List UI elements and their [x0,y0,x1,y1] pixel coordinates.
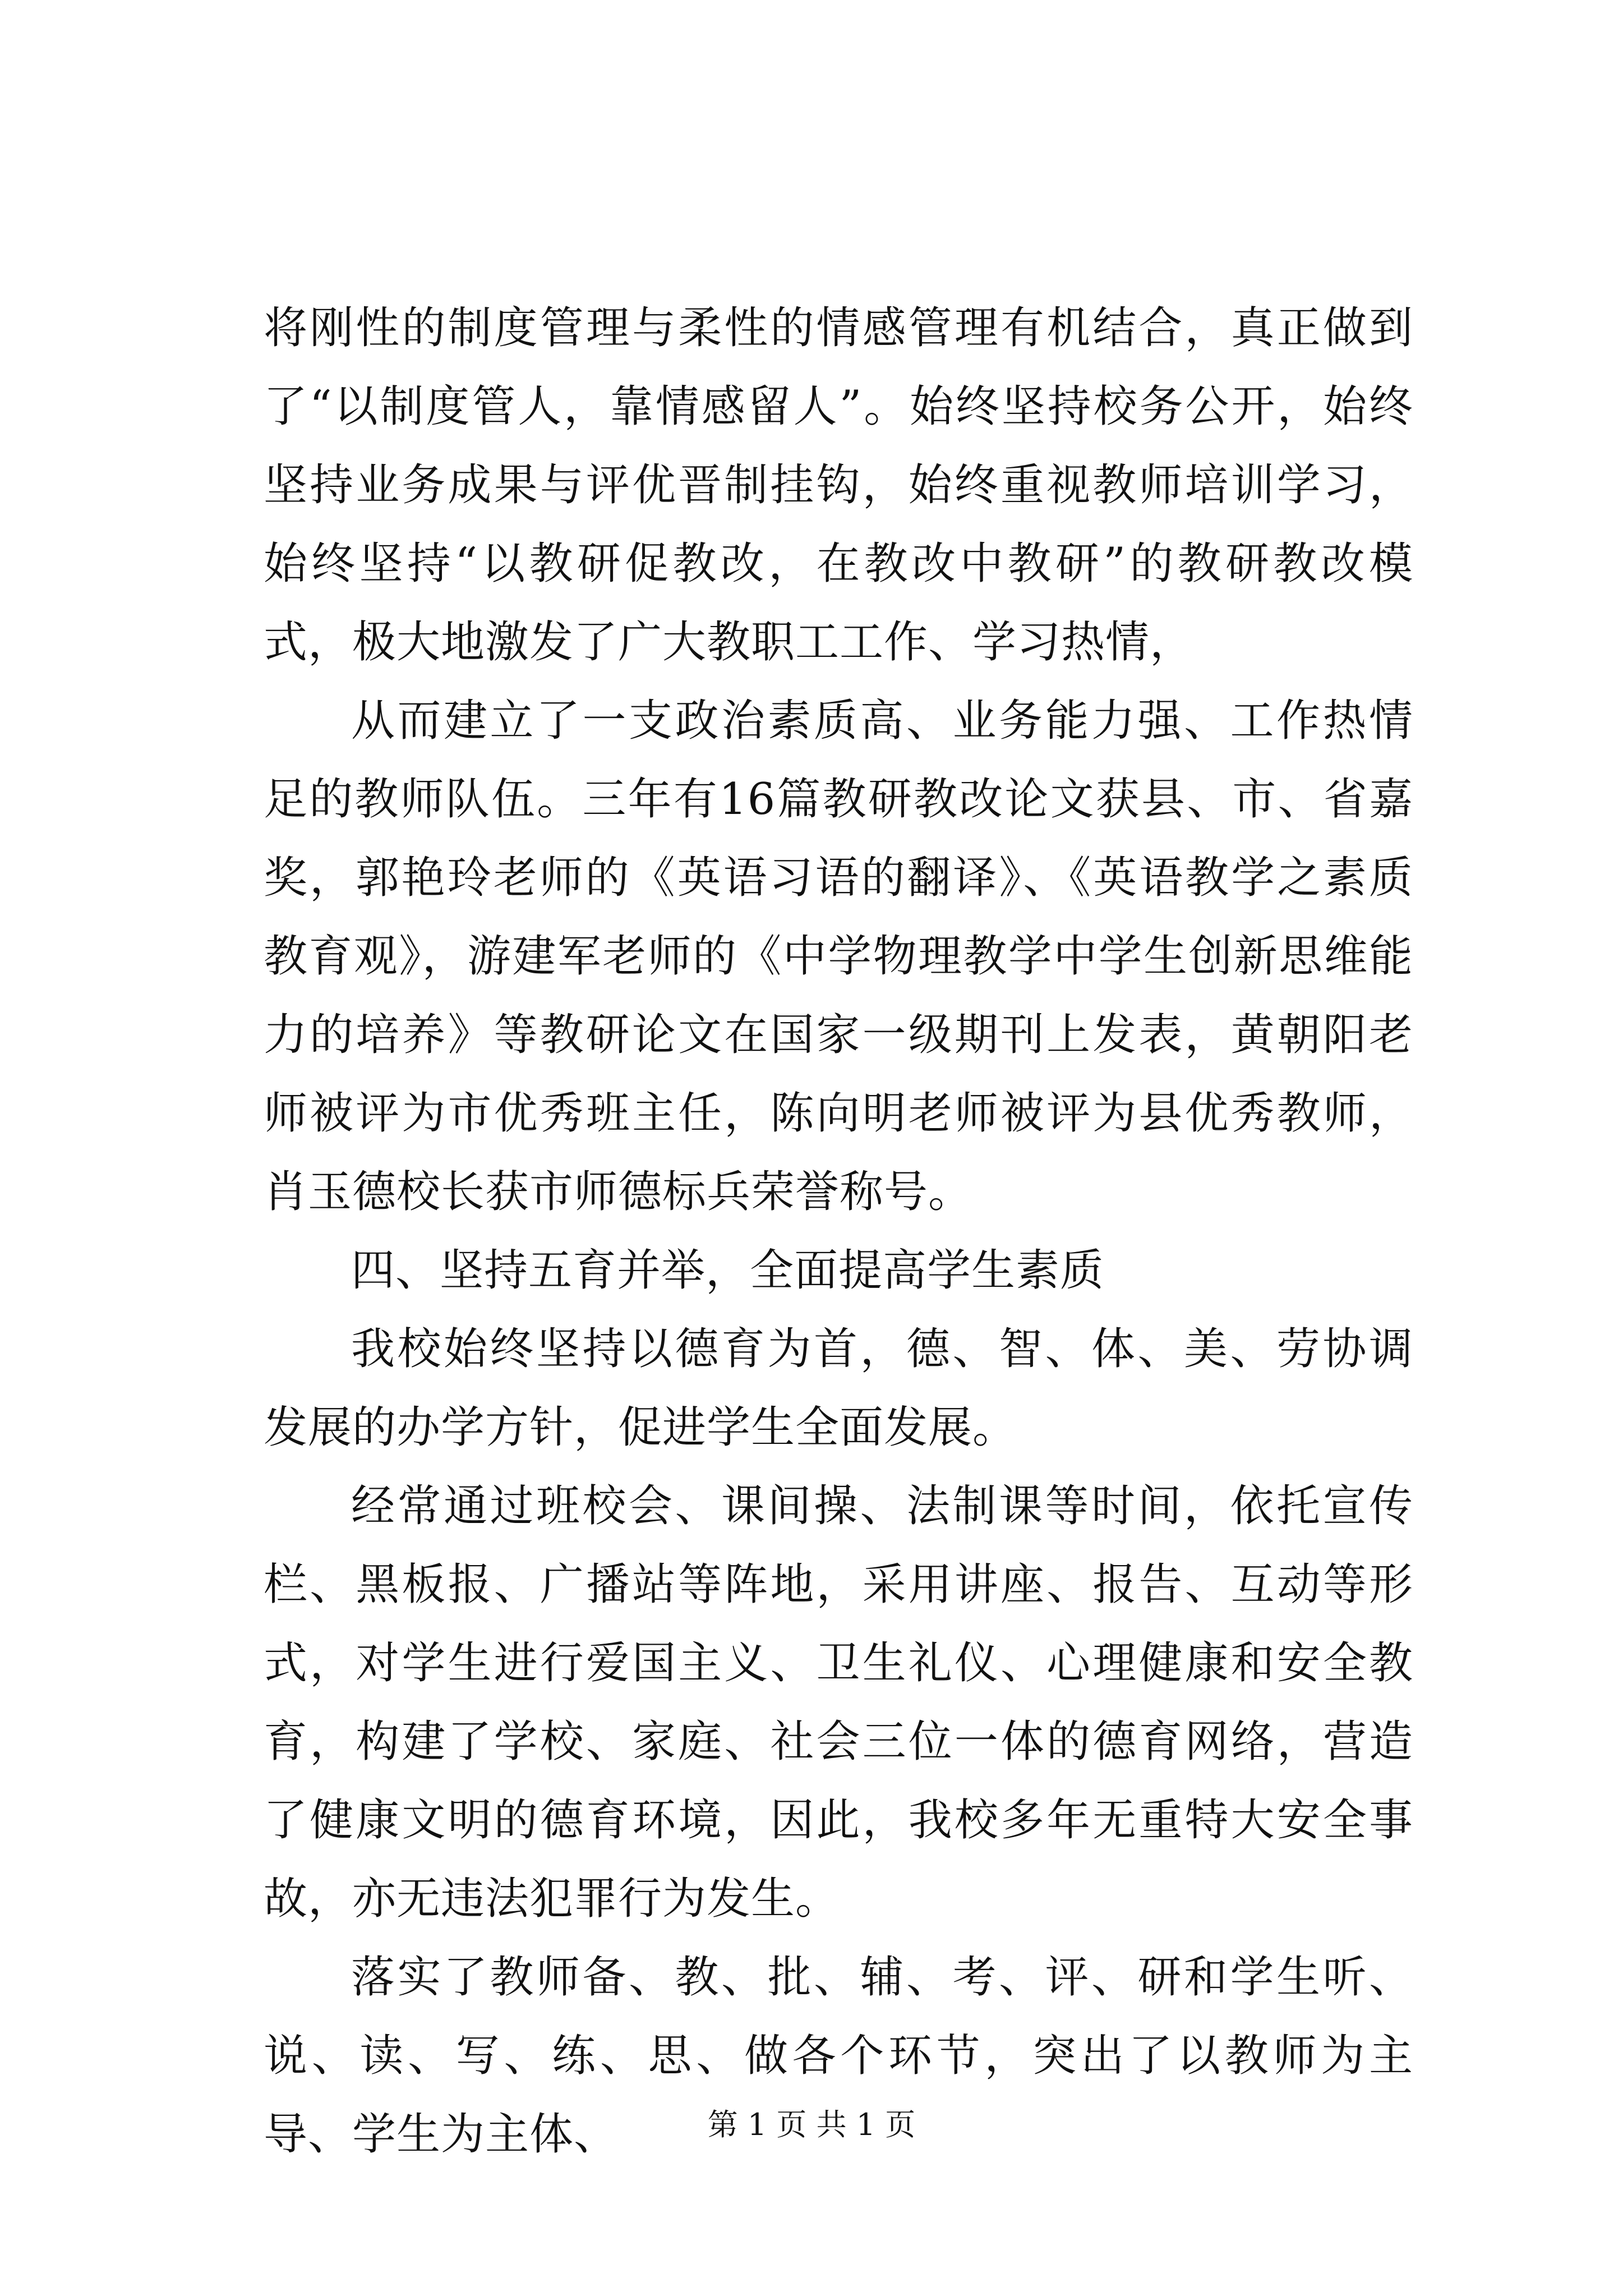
page-footer: 第 1 页 共 1 页 [707,2107,916,2142]
paragraph-4: 经常通过班校会、课间操、法制课等时间，依托宣传栏、黑板报、广播站等阵地，采用讲座、报告、互动等形式，对学生进行爱国主义、卫生礼仪、心理健康和安全教育，构建了学校、家庭、社会三位一体的德育网络，营造了健康文明的德育环境，因此，我校多年无重特大安全事故，亦无违法犯罪行为发生。 [264,1481,1413,1924]
section-heading: 四、坚持五育并举，全面提高学生素质 [351,1245,1105,1296]
document-body [264,289,1413,2174]
paragraph-1: 将刚性的制度管理与柔性的情感管理有机结合，真正做到了“以制度管人，靠情感留人”。始终坚持校务公开，始终坚持业务成果与评优晋制挂钩，始终重视教师培训学习，始终坚持“以教研促教改，在教改中教研”的教研教改模式，极大地激发了广大教职工工作、学习热情， [264,303,1413,668]
paragraph-5: 落实了教师备、教、批、辅、考、评、研和学生听、说、读、写、练、思、做各个环节，突出了以教师为主导、学生为主体、 [264,1952,1413,2160]
paragraph-2: 从而建立了一支政治素质高、业务能力强、工作热情足的教师队伍。三年有16篇教研教改论文获县、市、省嘉奖，郭艳玲老师的《英语习语的翻译》、《英语教学之素质教育观》，游建军老师的《中学物理教学中学生创新思维能力的培养》等教研论文在国家一级期刊上发表，黄朝阳老师被评为市优秀班主任，陈向明老师被评为县优秀教师，肖玉德校长获市师德标兵荣誉称号。 [264,696,1413,1217]
paragraph-3: 我校始终坚持以德育为首，德、智、体、美、劳协调发展的办学方针，促进学生全面发展。 [264,1324,1413,1453]
